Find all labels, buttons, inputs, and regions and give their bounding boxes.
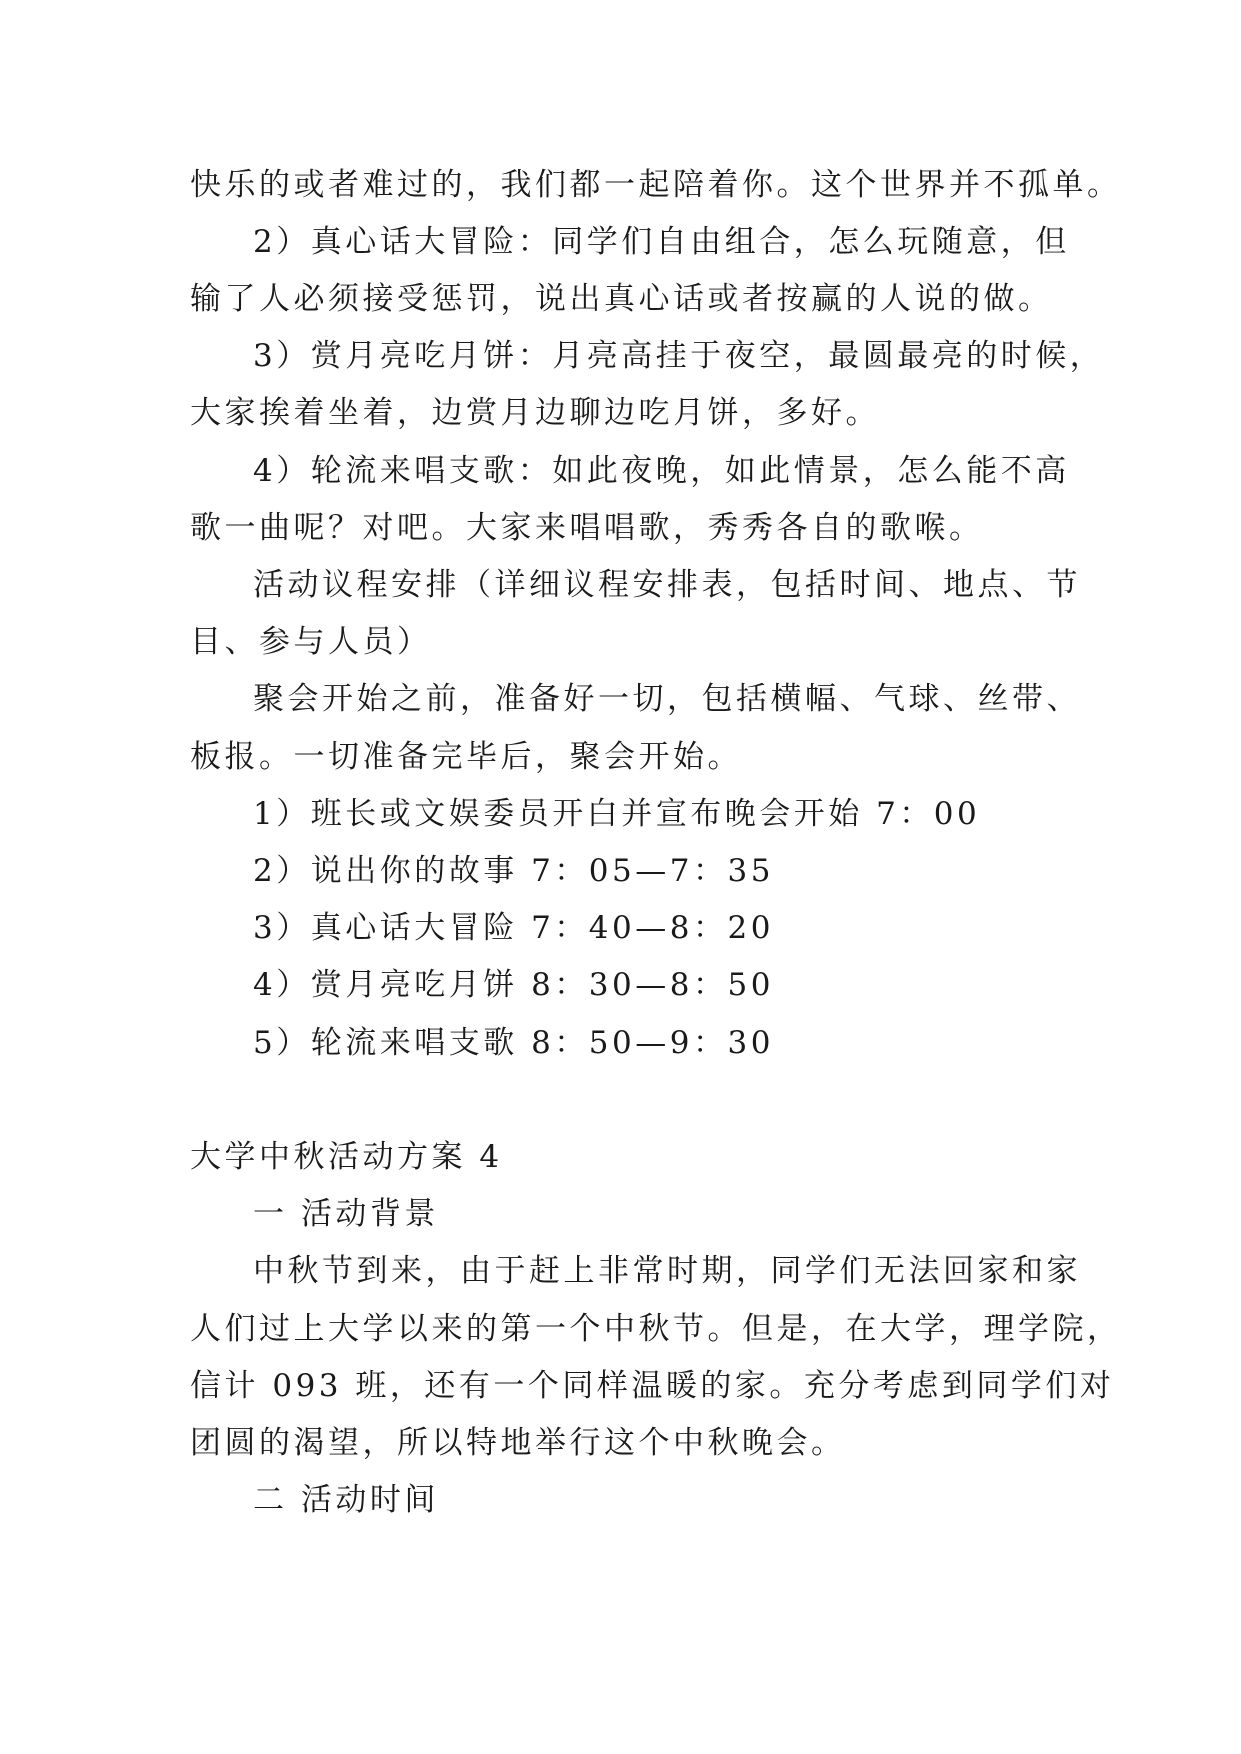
paragraph-line: 大家挨着坐着，边赏月边聊边吃月饼，多好。	[190, 395, 880, 431]
paragraph-line: 团圆的渴望，所以特地举行这个中秋晚会。	[190, 1425, 846, 1461]
paragraph-line: 2）真心话大冒险：同学们自由组合，怎么玩随意，但	[253, 224, 1070, 260]
agenda-item: 5）轮流来唱支歌 8：50—9：30	[253, 1025, 774, 1061]
paragraph-line: 快乐的或者难过的，我们都一起陪着你。这个世界并不孤单。	[190, 167, 1122, 203]
agenda-item: 4）赏月亮吃月饼 8：30—8：50	[253, 967, 774, 1003]
paragraph-line: 输了人必须接受惩罚，说出真心话或者按赢的人说的做。	[190, 281, 1053, 317]
section-heading: 大学中秋活动方案 4	[190, 1139, 503, 1175]
paragraph-line: 板报。一切准备完毕后，聚会开始。	[190, 739, 742, 775]
paragraph-line: 中秋节到来，由于赶上非常时期，同学们无法回家和家	[253, 1253, 1081, 1289]
paragraph-line: 歌一曲呢？对吧。大家来唱唱歌，秀秀各自的歌喉。	[190, 510, 984, 546]
paragraph-line: 目、参与人员）	[190, 624, 432, 660]
agenda-item: 1）班长或文娱委员开白并宣布晚会开始 7：00	[253, 796, 981, 832]
subsection-heading: 一 活动背景	[253, 1196, 439, 1232]
agenda-item: 2）说出你的故事 7：05—7：35	[253, 853, 774, 889]
paragraph-line: 3）赏月亮吃月饼：月亮高挂于夜空，最圆最亮的时候，	[253, 338, 1105, 374]
paragraph-line: 4）轮流来唱支歌：如此夜晚，如此情景，怎么能不高	[253, 453, 1070, 489]
paragraph-line: 人们过上大学以来的第一个中秋节。但是，在大学，理学院，	[190, 1311, 1122, 1347]
paragraph-line: 信计 093 班，还有一个同样温暖的家。充分考虑到同学们对	[190, 1368, 1115, 1404]
paragraph-line: 活动议程安排（详细议程安排表，包括时间、地点、节	[253, 567, 1081, 603]
paragraph-line: 聚会开始之前，准备好一切，包括横幅、气球、丝带、	[253, 681, 1081, 717]
agenda-item: 3）真心话大冒险 7：40—8：20	[253, 910, 774, 946]
subsection-heading: 二 活动时间	[253, 1482, 439, 1518]
